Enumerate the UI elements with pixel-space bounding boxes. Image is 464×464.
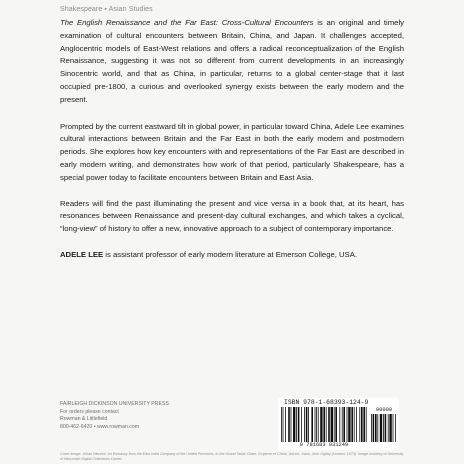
barcode-bar	[361, 407, 363, 442]
barcode-bar	[393, 414, 394, 442]
barcode-bar	[326, 407, 327, 442]
book-title: The English Renaissance and the Far East: Cross-Cultural Encounters	[60, 18, 314, 27]
author-name: ADELE LEE	[60, 249, 104, 259]
barcode-bar	[285, 407, 286, 442]
barcode-bar	[388, 414, 389, 442]
barcode-bar	[283, 407, 284, 442]
barcode-digits: 9 781683 931249	[299, 442, 349, 448]
imprint-line: For orders please contact	[60, 408, 119, 415]
imprint-line: Rowman & Littlefield	[60, 416, 108, 423]
addon-number: 90000	[375, 407, 393, 413]
barcode-bar	[301, 407, 302, 442]
barcode-bar	[320, 407, 322, 442]
barcode-bar	[377, 414, 378, 442]
barcode-image	[281, 407, 367, 442]
barcode-bar	[296, 407, 297, 442]
barcode-bar	[348, 407, 350, 442]
barcode-bar	[371, 414, 372, 442]
barcode-bar	[291, 407, 292, 442]
barcode-bar	[293, 407, 295, 442]
barcode-bar	[281, 407, 282, 442]
barcode-bar	[363, 407, 365, 442]
blurb-paragraph-2: Prompted by the current eastward tilt in global power, in particular toward China, Adele Lee examines cultural interactions between Britain and the Far East in both the early modern and postmodern periods. She explores how key encounters with and representations of the Far East are described in early modern writing, and demonstrates how work of that period, particularly Shakespeare, has a special power today to facilitate encounters between Britain and East Asia.	[60, 121, 404, 182]
blurb-paragraph-3: Readers will find the past illuminating the present and vice versa in a book that, at its heart, has resonances between Renaissance and present-day cultural exchanges, and which takes a cyclical, “long-view” of history to offer a new, innovative approach to a subject of contemporary importance.	[60, 198, 404, 234]
barcode-bar	[347, 407, 348, 442]
author-bio	[60, 249, 404, 262]
barcode-bar	[356, 407, 357, 442]
barcode-bar	[335, 407, 337, 442]
barcode-bar	[304, 407, 305, 442]
barcode-bar	[389, 414, 391, 442]
barcode-bar	[354, 407, 355, 442]
barcode-bar	[318, 407, 319, 442]
barcode-bar	[339, 407, 340, 442]
barcode-bar	[375, 414, 377, 442]
barcode-bar	[315, 407, 316, 442]
barcode-bar	[343, 407, 345, 442]
barcode-bar	[342, 407, 343, 442]
barcode-bar	[316, 407, 317, 442]
barcode-bar	[331, 407, 333, 442]
blurb-paragraph-1	[60, 17, 404, 107]
cover-image-credit: Cover image: Johan Nieuhof, An Embassy from the East-India Company of the United Provinces, to the Grand Tartar Cham, Emperor of China, 3rd ed., trans. John Ogilby (London, 1673). Image courtesy of University of Wisconsin Digital Collections Center.	[60, 452, 404, 461]
imprint-line: 800-462-6420 ▪ www.rowman.com	[60, 423, 140, 430]
barcode-bar	[334, 407, 335, 442]
barcode-bar	[380, 414, 382, 442]
barcode-bar	[323, 407, 325, 442]
barcode-bar	[383, 414, 384, 442]
blurb-paragraph-1-text: is an original and timely examination of cultural encounters between Britain, China, and Japan. It challenges accepted, Anglocentric models of East-West relations and offers a radical reconceptualization of the English Renaissance, suggesting it was not so different from current developments in an increasingly Sinocentric world, and that as China, in particular, returns to a global center-stage that it last occupied pre-1800, a curious and overlooked synergy exists between the early modern and the present.	[60, 18, 404, 104]
barcode-bar	[395, 414, 396, 442]
imprint-line: FAIRLEIGH DICKINSON UNIVERSITY PRESS	[60, 401, 169, 407]
barcode-bar	[359, 407, 360, 442]
author-bio-text: is assistant professor of early modern literature at Emerson College, USA.	[103, 249, 357, 259]
barcode-bar	[311, 407, 313, 442]
barcode-bar	[373, 414, 375, 442]
barcode-bar	[288, 407, 290, 442]
category-label: Shakespeare ▪ Asian Studies	[60, 6, 153, 13]
barcode-bar	[385, 414, 387, 442]
barcode-bar	[328, 407, 330, 442]
barcode-bar	[308, 407, 309, 442]
addon-barcode-image	[371, 414, 397, 442]
barcode-bar	[351, 407, 353, 442]
barcode-bar	[298, 407, 300, 442]
publisher-imprint	[60, 401, 169, 431]
barcode-bar	[366, 407, 367, 442]
blurb-text	[60, 17, 404, 275]
barcode-bar	[306, 407, 308, 442]
isbn-label: ISBN 978-1-68393-124-9	[284, 399, 369, 406]
